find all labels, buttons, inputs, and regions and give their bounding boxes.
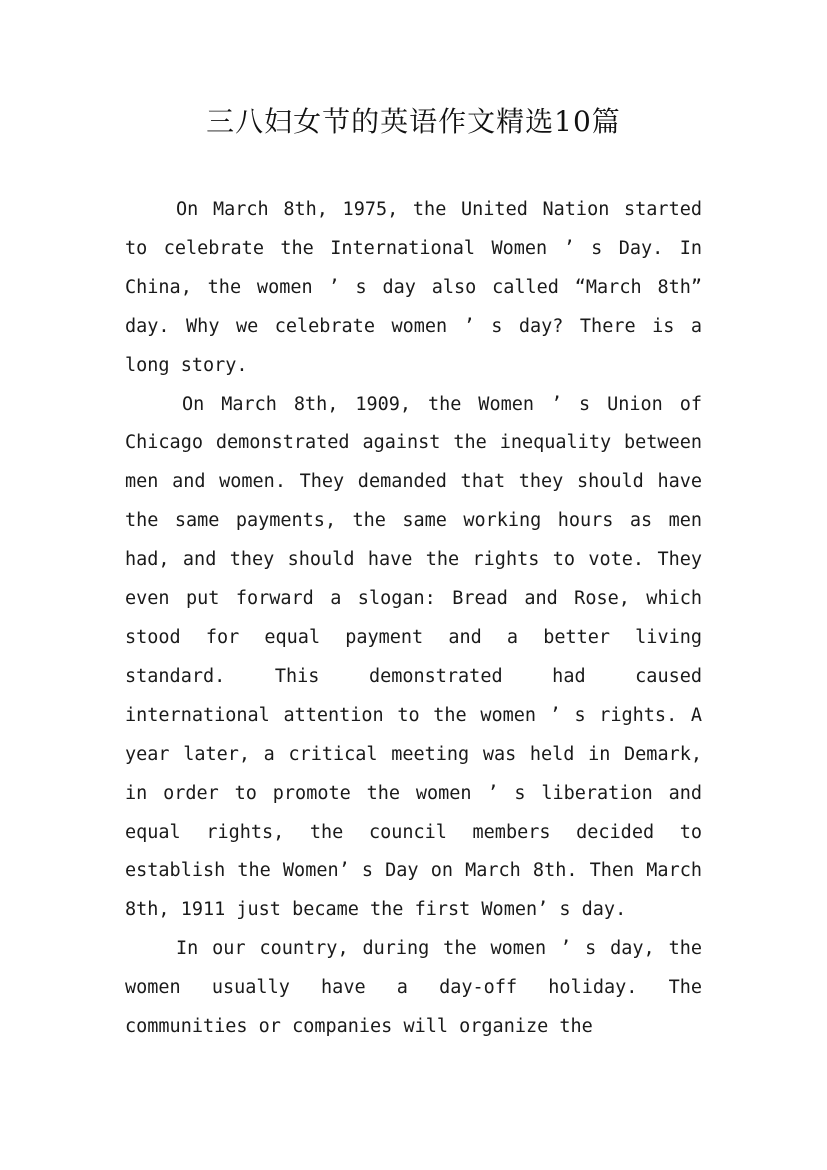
- paragraph-3: In our country, during the women ’ s day, the women usually have a day-off holiday. The communities or companies will organize the: [125, 938, 702, 1038]
- paragraph-1: On March 8th, 1975, the United Nation started to celebrate the International Women ’ s Day. In China, the women ’ s day also called “March 8th” day. Why we celebrate women ’ s day? There is a long story.: [125, 199, 702, 376]
- document-title: 三八妇女节的英语作文精选10篇: [206, 105, 621, 138]
- paragraph-2: On March 8th, 1909, the Women ’ s Union of Chicago demonstrated against the inequality between men and women. They demanded that they should have the same payments, the same working hours as men had, and they should have the rights to vote. They even put forward a slogan: Bread and Rose, which stood for equal payment and a better living standard. This demonstrated had caused international attention to the women ’ s rights. A year later, a critical meeting was held in Demark, in order to promote the women ’ s liberation and equal rights, the council members decided to establish the Women’ s Day on March 8th. Then March 8th, 1911 just became the first Women’ s day.: [125, 393, 702, 921]
- document-body: [125, 191, 702, 1047]
